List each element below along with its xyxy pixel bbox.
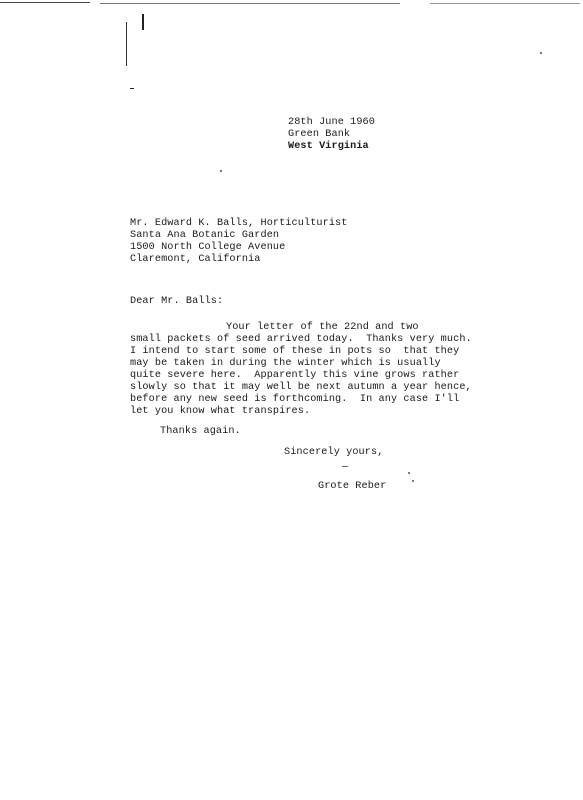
body-line: let you know what transpires. xyxy=(130,406,311,417)
body-line: small packets of seed arrived today. Thanks very much. xyxy=(130,334,472,345)
body-line: quite severe here. Apparently this vine grows rather xyxy=(130,370,460,381)
salutation: Dear Mr. Balls: xyxy=(130,296,224,307)
scan-edge-top-mark xyxy=(0,2,90,3)
signer-name: Grote Reber xyxy=(318,481,387,492)
stray-mark xyxy=(540,52,542,54)
body-line: slowly so that it may well be next autumn a year hence, xyxy=(130,382,472,393)
body-line: before any new seed is forthcoming. In any case I'll xyxy=(130,394,460,405)
signature-dash: — xyxy=(342,462,349,473)
body-line: I intend to start some of these in pots so that they xyxy=(130,346,460,357)
binder-mark-2 xyxy=(126,22,127,66)
stray-mark xyxy=(412,480,414,482)
thanks-line: Thanks again. xyxy=(160,426,241,437)
scan-edge-top-mark-2 xyxy=(100,3,400,4)
letter-place: Green Bank xyxy=(288,129,351,140)
recipient-organization: Santa Ana Botanic Garden xyxy=(130,230,280,241)
stray-mark xyxy=(220,170,222,172)
recipient-city: Claremont, California xyxy=(130,254,261,265)
recipient-name: Mr. Edward K. Balls, Horticulturist xyxy=(130,218,348,229)
body-line: may be taken in during the winter which is usually xyxy=(130,358,441,369)
binder-mark-3 xyxy=(130,88,134,89)
body-line: Your letter of the 22nd and two xyxy=(226,322,419,333)
closing: Sincerely yours, xyxy=(284,447,384,458)
letter-state: West Virginia xyxy=(288,141,369,152)
scan-edge-top-mark-3 xyxy=(430,3,580,4)
stray-mark xyxy=(408,472,410,474)
letter-date: 28th June 1960 xyxy=(288,117,375,128)
recipient-street: 1500 North College Avenue xyxy=(130,242,286,253)
binder-mark-1 xyxy=(142,14,144,30)
